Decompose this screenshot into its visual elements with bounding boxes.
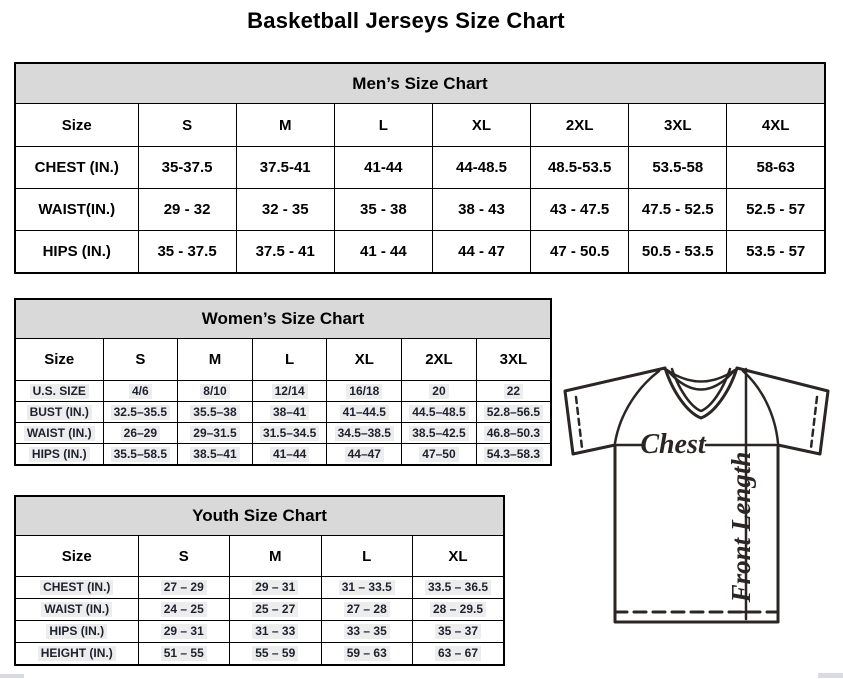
size-value-cell: 28 – 29.5 [413, 599, 505, 621]
size-col-header: M [178, 339, 253, 381]
front-length-label: Front Length [726, 451, 756, 603]
size-col-header: 3XL [476, 339, 551, 381]
youth-size-table [14, 495, 505, 666]
size-value-cell: 38 - 43 [432, 189, 530, 231]
size-value-cell: 54.3–58.3 [476, 444, 551, 466]
size-value-cell: 25 – 27 [230, 599, 322, 621]
size-value-cell: 44-48.5 [432, 147, 530, 189]
jersey-measurement-diagram [556, 355, 842, 633]
size-col-header: S [138, 104, 236, 147]
size-col-header: L [321, 536, 413, 577]
row-label: CHEST (IN.) [15, 577, 138, 599]
size-value-cell: 29 - 32 [138, 189, 236, 231]
womens-size-table [14, 298, 552, 466]
size-value-cell: 31.5–34.5 [252, 423, 327, 444]
right-cuff-dashed-line [811, 397, 817, 448]
size-value-cell: 50.5 - 53.5 [629, 231, 727, 274]
size-value-cell: 8/10 [178, 381, 253, 402]
size-col-header: L [252, 339, 327, 381]
size-value-cell: 53.5-58 [629, 147, 727, 189]
size-value-cell: 55 – 59 [230, 643, 322, 666]
row-label: HIPS (IN.) [15, 621, 138, 643]
row-label: HEIGHT (IN.) [15, 643, 138, 666]
size-value-cell: 38.5–42.5 [402, 423, 477, 444]
row-label: BUST (IN.) [15, 402, 103, 423]
youth-size-header-row [15, 536, 504, 577]
womens-size-header-row [15, 339, 551, 381]
size-col-header: M [236, 104, 334, 147]
size-col-header: Size [15, 536, 138, 577]
size-col-header: XL [432, 104, 530, 147]
row-label: CHEST (IN.) [15, 147, 138, 189]
size-value-cell: 35 - 37.5 [138, 231, 236, 274]
size-col-header: S [138, 536, 230, 577]
size-value-cell: 4/6 [103, 381, 178, 402]
size-value-cell: 22 [476, 381, 551, 402]
row-label: WAIST(IN.) [15, 189, 138, 231]
size-value-cell: 37.5 - 41 [236, 231, 334, 274]
size-value-cell: 33 – 35 [321, 621, 413, 643]
scrollbar-fragment-left[interactable] [0, 674, 24, 678]
size-value-cell: 47 - 50.5 [531, 231, 629, 274]
womens-table-header: Women’s Size Chart [15, 299, 551, 339]
table-row [15, 444, 551, 466]
left-cuff-dashed-line [576, 397, 582, 448]
row-label: WAIST (IN.) [15, 423, 103, 444]
size-col-header: 2XL [402, 339, 477, 381]
size-value-cell: 35-37.5 [138, 147, 236, 189]
size-value-cell: 47–50 [402, 444, 477, 466]
size-value-cell: 41–44.5 [327, 402, 402, 423]
table-row [15, 423, 551, 444]
right-armhole-seam [743, 371, 778, 443]
page-title: Basketball Jerseys Size Chart [247, 8, 565, 33]
size-value-cell: 27 – 28 [321, 599, 413, 621]
size-value-cell: 29 – 31 [138, 621, 230, 643]
size-value-cell: 31 – 33.5 [321, 577, 413, 599]
table-row [15, 231, 825, 274]
size-col-header: Size [15, 339, 103, 381]
size-col-header: L [334, 104, 432, 147]
size-value-cell: 47.5 - 52.5 [629, 189, 727, 231]
mens-table-header: Men’s Size Chart [15, 63, 825, 104]
size-value-cell: 32.5–35.5 [103, 402, 178, 423]
row-label: HIPS (IN.) [15, 231, 138, 274]
size-col-header: XL [413, 536, 505, 577]
size-col-header: 2XL [531, 104, 629, 147]
jersey-outline [565, 368, 828, 622]
size-value-cell: 44–47 [327, 444, 402, 466]
size-value-cell: 41-44 [334, 147, 432, 189]
size-value-cell: 58-63 [727, 147, 825, 189]
size-value-cell: 38–41 [252, 402, 327, 423]
size-value-cell: 33.5 – 36.5 [413, 577, 505, 599]
size-value-cell: 51 – 55 [138, 643, 230, 666]
row-label: HIPS (IN.) [15, 444, 103, 466]
size-value-cell: 35.5–58.5 [103, 444, 178, 466]
size-value-cell: 63 – 67 [413, 643, 505, 666]
table-row [15, 577, 504, 599]
row-label: WAIST (IN.) [15, 599, 138, 621]
size-value-cell: 48.5-53.5 [531, 147, 629, 189]
size-value-cell: 29–31.5 [178, 423, 253, 444]
size-col-header: M [230, 536, 322, 577]
table-row [15, 147, 825, 189]
size-value-cell: 32 - 35 [236, 189, 334, 231]
size-value-cell: 12/14 [252, 381, 327, 402]
table-row [15, 599, 504, 621]
size-value-cell: 29 – 31 [230, 577, 322, 599]
size-value-cell: 41 - 44 [334, 231, 432, 274]
size-value-cell: 35 – 37 [413, 621, 505, 643]
size-col-header: Size [15, 104, 138, 147]
size-value-cell: 31 – 33 [230, 621, 322, 643]
size-value-cell: 43 - 47.5 [531, 189, 629, 231]
size-value-cell: 44.5–48.5 [402, 402, 477, 423]
size-value-cell: 59 – 63 [321, 643, 413, 666]
size-value-cell: 52.5 - 57 [727, 189, 825, 231]
chest-label: Chest [640, 429, 706, 460]
size-value-cell: 53.5 - 57 [727, 231, 825, 274]
mens-size-table [14, 62, 826, 274]
size-value-cell: 41–44 [252, 444, 327, 466]
size-value-cell: 44 - 47 [432, 231, 530, 274]
mens-size-header-row [15, 104, 825, 147]
size-value-cell: 38.5–41 [178, 444, 253, 466]
size-col-header: S [103, 339, 178, 381]
size-value-cell: 35 - 38 [334, 189, 432, 231]
size-value-cell: 35.5–38 [178, 402, 253, 423]
table-row [15, 643, 504, 666]
size-value-cell: 37.5-41 [236, 147, 334, 189]
table-row [15, 189, 825, 231]
table-row [15, 621, 504, 643]
size-value-cell: 24 – 25 [138, 599, 230, 621]
row-label: U.S. SIZE [15, 381, 103, 402]
size-value-cell: 27 – 29 [138, 577, 230, 599]
size-col-header: XL [327, 339, 402, 381]
table-row [15, 381, 551, 402]
scrollbar-fragment-right[interactable] [818, 673, 843, 678]
size-col-header: 3XL [629, 104, 727, 147]
size-value-cell: 34.5–38.5 [327, 423, 402, 444]
size-value-cell: 52.8–56.5 [476, 402, 551, 423]
size-value-cell: 46.8–50.3 [476, 423, 551, 444]
size-value-cell: 16/18 [327, 381, 402, 402]
size-value-cell: 26–29 [103, 423, 178, 444]
size-col-header: 4XL [727, 104, 825, 147]
youth-table-header: Youth Size Chart [15, 496, 504, 536]
table-row [15, 402, 551, 423]
size-value-cell: 20 [402, 381, 477, 402]
